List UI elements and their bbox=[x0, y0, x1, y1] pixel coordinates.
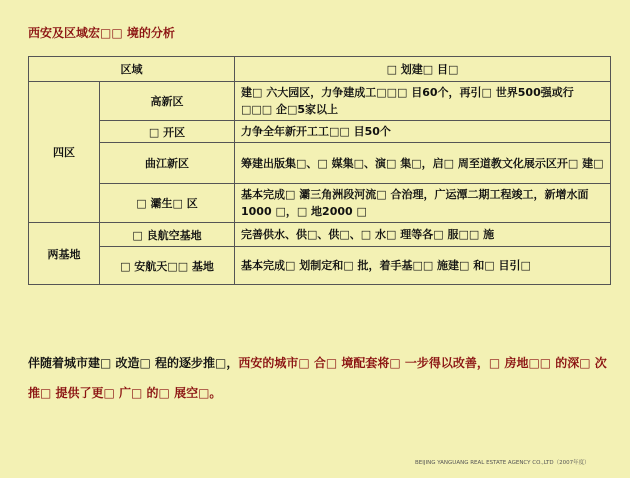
district-name: □ 灞生□ 区 bbox=[100, 184, 235, 223]
table-row bbox=[29, 121, 611, 143]
summary-part-2: 西安的城市□ 合□ 境配套将□ 一步得以改善，□ 房地□□ 的深□ 次推□ 提供了更□ 广□ 的□ 展空□。 bbox=[28, 356, 607, 400]
district-plan: 力争全年新开工工□□ 目50个 bbox=[235, 121, 611, 143]
regional-analysis-table bbox=[28, 56, 611, 285]
table-row bbox=[29, 82, 611, 121]
district-plan: 建□ 六大园区，力争建成工□□□ 目60个，再引□ 世界500强或行□□□ 企□5家以上 bbox=[235, 82, 611, 121]
district-plan: 基本完成□ 灞三角洲段河流□ 合治理，广运潭二期工程竣工，新增水面1000 □，□ 地2000 □ bbox=[235, 184, 611, 223]
table-row bbox=[29, 184, 611, 223]
summary-paragraph bbox=[28, 348, 608, 408]
district-name: 高新区 bbox=[100, 82, 235, 121]
table-row bbox=[29, 143, 611, 184]
table-row bbox=[29, 223, 611, 247]
table-header-row bbox=[29, 57, 611, 82]
header-region: 区域 bbox=[29, 57, 235, 82]
district-plan: 基本完成□ 划制定和□ 批，着手基□□ 施建□ 和□ 目引□ bbox=[235, 247, 611, 285]
district-plan: 完善供水、供□、供□、□ 水□ 理等各□ 服□□ 施 bbox=[235, 223, 611, 247]
district-name: □ 开区 bbox=[100, 121, 235, 143]
header-plan: □ 划建□ 目□ bbox=[235, 57, 611, 82]
group-label-four-districts: 四区 bbox=[29, 82, 100, 223]
company-footer: BEIJING YANGUANG REAL ESTATE AGENCY CO.,LTD（2007年度） bbox=[415, 460, 590, 466]
district-name: □ 良航空基地 bbox=[100, 223, 235, 247]
group-label-two-bases: 两基地 bbox=[29, 223, 100, 285]
summary-part-1: 伴随着城市建□ 改造□ 程的逐步推□， bbox=[28, 356, 239, 370]
district-name: 曲江新区 bbox=[100, 143, 235, 184]
district-plan: 筹建出版集□、□ 媒集□、演□ 集□，启□ 周至道教文化展示区开□ 建□ bbox=[235, 143, 611, 184]
table-row bbox=[29, 247, 611, 285]
page-title: 西安及区域宏□□ 境的分析 bbox=[28, 26, 175, 40]
district-name: □ 安航天□□ 基地 bbox=[100, 247, 235, 285]
